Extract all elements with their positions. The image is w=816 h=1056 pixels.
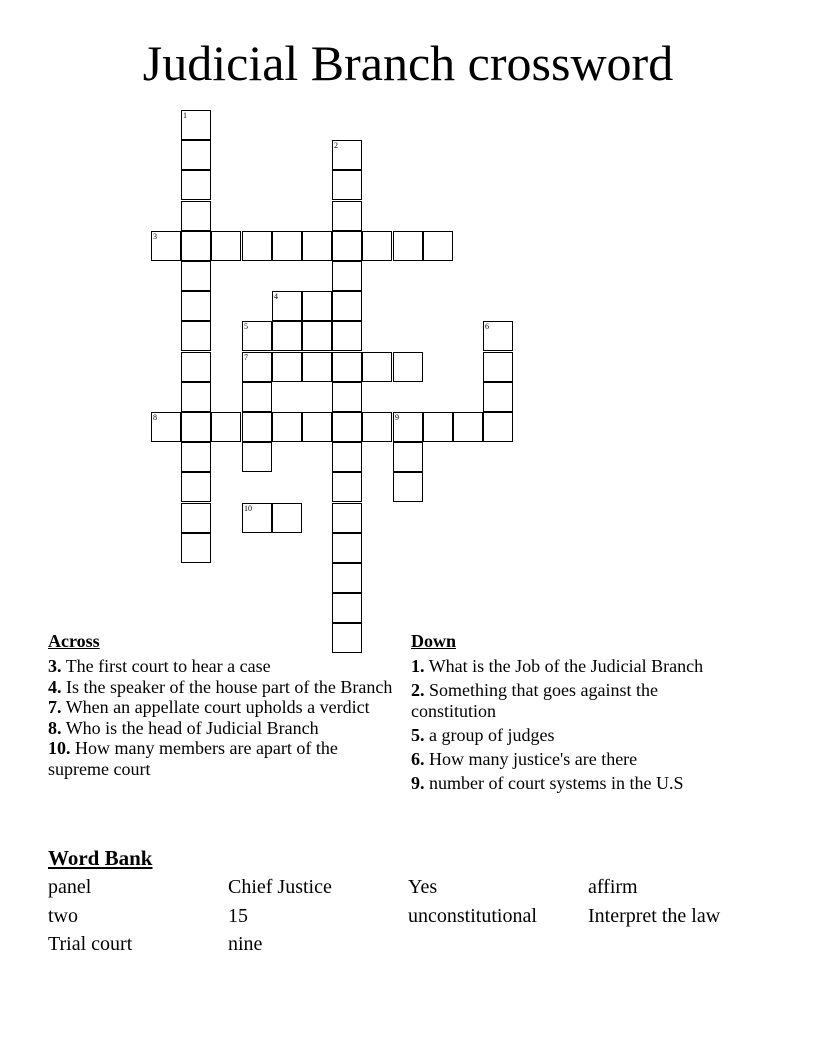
crossword-cell[interactable] xyxy=(181,291,211,321)
clue-text: Is the speaker of the house part of the Branch xyxy=(66,676,393,697)
crossword-cell[interactable] xyxy=(393,472,423,502)
down-clue-list xyxy=(411,656,741,793)
crossword-cell[interactable] xyxy=(483,382,513,412)
crossword-cell[interactable] xyxy=(302,412,332,442)
crossword-cell[interactable] xyxy=(332,382,362,412)
clue-text: What is the Job of the Judicial Branch xyxy=(428,656,704,676)
clue-text: Who is the head of Judicial Branch xyxy=(65,717,319,738)
crossword-cell[interactable] xyxy=(332,352,362,382)
crossword-cell[interactable] xyxy=(362,231,392,261)
crossword-cell[interactable] xyxy=(181,472,211,502)
across-clue xyxy=(48,738,398,779)
word-bank-item: nine xyxy=(228,933,263,955)
down-clue xyxy=(411,749,741,770)
crossword-cell[interactable] xyxy=(181,412,211,442)
clue-text: How many members are apart of the supreme court xyxy=(48,738,338,779)
crossword-cell[interactable] xyxy=(453,412,483,442)
word-bank-item: two xyxy=(48,904,78,927)
crossword-cell[interactable] xyxy=(181,382,211,412)
crossword-cell[interactable] xyxy=(302,321,332,351)
crossword-cell[interactable] xyxy=(272,321,302,351)
word-bank xyxy=(48,873,788,959)
clue-number: 4. xyxy=(48,676,62,697)
crossword-cell[interactable] xyxy=(302,291,332,321)
crossword-cell[interactable] xyxy=(423,231,453,261)
crossword-cell[interactable] xyxy=(181,442,211,472)
crossword-cell[interactable] xyxy=(181,261,211,291)
cell-number: 9 xyxy=(395,413,399,422)
crossword-cell[interactable] xyxy=(242,231,272,261)
page-title: Judicial Branch crossword xyxy=(142,35,674,91)
clue-number: 3. xyxy=(48,656,62,676)
clue-number: 1. xyxy=(411,656,425,676)
crossword-cell[interactable] xyxy=(242,442,272,472)
crossword-cell[interactable] xyxy=(242,352,272,382)
crossword-cell[interactable] xyxy=(332,291,362,321)
cell-number: 5 xyxy=(244,322,248,331)
clue-number: 9. xyxy=(411,772,425,793)
crossword-cell[interactable] xyxy=(181,140,211,170)
cell-number: 3 xyxy=(153,232,157,241)
cell-number: 10 xyxy=(244,504,252,513)
crossword-cell[interactable] xyxy=(181,201,211,231)
clue-text: How many justice's are there xyxy=(429,748,638,769)
word-bank-item: Chief Justice xyxy=(228,876,332,898)
across-clue xyxy=(48,656,398,677)
word-bank-item: panel xyxy=(48,876,92,898)
crossword-cell[interactable] xyxy=(181,110,211,140)
word-bank-item: Yes xyxy=(408,876,438,898)
crossword-cell[interactable] xyxy=(332,231,362,261)
crossword-cell[interactable] xyxy=(211,412,241,442)
crossword-cell[interactable] xyxy=(272,291,302,321)
cell-number: 6 xyxy=(485,322,489,331)
across-clues xyxy=(48,630,398,779)
across-heading: Across xyxy=(48,631,100,651)
crossword-cell[interactable] xyxy=(242,382,272,412)
clue-number: 5. xyxy=(411,724,425,745)
crossword-cell[interactable] xyxy=(362,412,392,442)
crossword-cell[interactable] xyxy=(362,352,392,382)
crossword-cell[interactable] xyxy=(272,412,302,442)
clue-number: 8. xyxy=(48,717,62,738)
crossword-cell[interactable] xyxy=(483,321,513,351)
clue-number: 6. xyxy=(411,748,425,769)
word-bank-item: unconstitutional xyxy=(408,904,537,927)
crossword-cell[interactable] xyxy=(302,352,332,382)
crossword-cell[interactable] xyxy=(483,412,513,442)
crossword-cell[interactable] xyxy=(332,533,362,563)
crossword-cell[interactable] xyxy=(332,170,362,200)
crossword-cell[interactable] xyxy=(393,442,423,472)
crossword-cell[interactable] xyxy=(483,352,513,382)
crossword-cell[interactable] xyxy=(332,412,362,442)
crossword-cell[interactable] xyxy=(332,472,362,502)
crossword-cell[interactable] xyxy=(272,503,302,533)
clue-text: number of court systems in the U.S xyxy=(429,772,684,793)
crossword-cell[interactable] xyxy=(393,231,423,261)
down-clue xyxy=(411,680,741,721)
clue-text: Something that goes against the constitution xyxy=(411,680,658,721)
crossword-cell[interactable] xyxy=(393,412,423,442)
clue-text: The first court to hear a case xyxy=(65,656,271,676)
crossword-cell[interactable] xyxy=(242,503,272,533)
crossword-cell[interactable] xyxy=(272,352,302,382)
down-heading: Down xyxy=(411,631,457,651)
crossword-cell[interactable] xyxy=(332,503,362,533)
across-clue xyxy=(48,697,398,718)
word-bank-heading: Word Bank xyxy=(48,846,153,870)
crossword-cell[interactable] xyxy=(181,321,211,351)
across-clue-list xyxy=(48,656,398,779)
crossword-cell[interactable] xyxy=(332,140,362,170)
crossword-cell[interactable] xyxy=(332,593,362,623)
crossword-cell[interactable] xyxy=(272,231,302,261)
crossword-cell[interactable] xyxy=(302,231,332,261)
crossword-cell[interactable] xyxy=(181,503,211,533)
word-bank-item: Trial court xyxy=(48,933,133,955)
word-bank-item: 15 xyxy=(228,904,248,927)
clue-number: 10. xyxy=(48,738,71,758)
word-bank-item: Interpret the law xyxy=(588,904,721,927)
across-clue xyxy=(48,718,398,739)
crossword-cell[interactable] xyxy=(181,231,211,261)
crossword-cell[interactable] xyxy=(423,412,453,442)
down-clues xyxy=(411,630,741,797)
crossword-cell[interactable] xyxy=(181,533,211,563)
crossword-cell[interactable] xyxy=(181,170,211,200)
crossword-cell[interactable] xyxy=(242,321,272,351)
crossword-cell[interactable] xyxy=(211,231,241,261)
crossword-cell[interactable] xyxy=(332,321,362,351)
down-clue xyxy=(411,773,741,794)
crossword-cell[interactable] xyxy=(332,442,362,472)
cell-number: 4 xyxy=(274,292,278,301)
cell-number: 2 xyxy=(334,141,338,150)
cell-number: 1 xyxy=(183,111,187,120)
across-clue xyxy=(48,677,398,698)
crossword-cell[interactable] xyxy=(332,201,362,231)
cell-number: 7 xyxy=(244,353,248,362)
clue-number: 7. xyxy=(48,697,62,717)
crossword-cell[interactable] xyxy=(151,231,181,261)
cell-number: 8 xyxy=(153,413,157,422)
crossword-cell[interactable] xyxy=(332,261,362,291)
word-bank-item: affirm xyxy=(588,876,638,898)
down-clue xyxy=(411,656,741,677)
crossword-cell[interactable] xyxy=(181,352,211,382)
clue-number: 2. xyxy=(411,680,425,700)
down-clue xyxy=(411,725,741,746)
crossword-cell[interactable] xyxy=(332,563,362,593)
crossword-cell[interactable] xyxy=(151,412,181,442)
clue-text: When an appellate court upholds a verdict xyxy=(65,697,370,717)
clue-text: a group of judges xyxy=(429,724,555,745)
crossword-cell[interactable] xyxy=(393,352,423,382)
crossword-cell[interactable] xyxy=(242,412,272,442)
